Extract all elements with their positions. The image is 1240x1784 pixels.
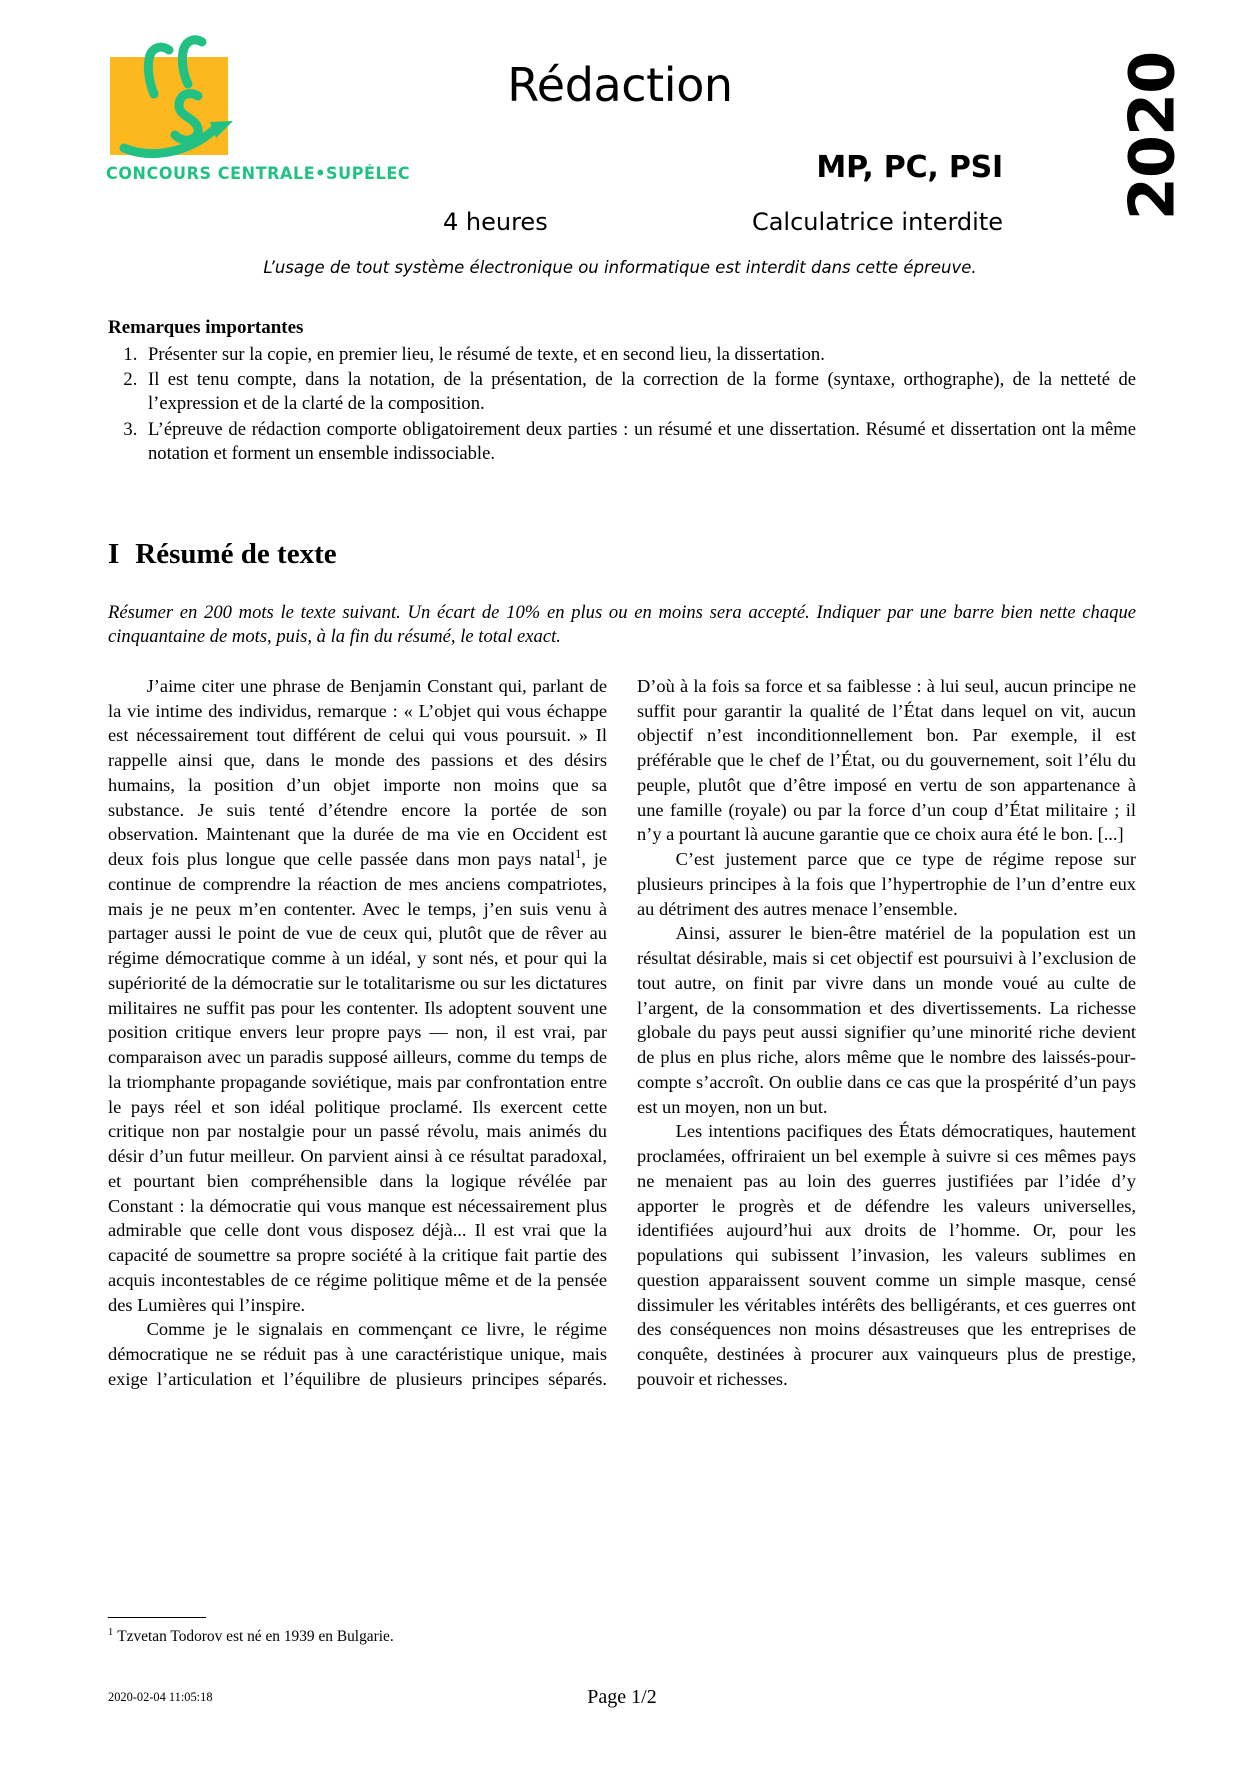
page-footer	[108, 1686, 1136, 1712]
year-badge	[1104, 36, 1200, 236]
paragraph-1	[108, 674, 607, 1318]
source-text-columns	[108, 674, 1136, 1474]
year-label: 2020	[1115, 51, 1189, 221]
logo-wordmark: CONCOURS CENTRALE•SUPÉLEC	[106, 164, 411, 183]
paragraph-1-part-b: , je continue de comprendre la réaction de mes anciens compatriotes, mais je ne peux m’en contenter. Avec le temps, j’en suis venu à partager aussi le point de vue de ceux qui, plutôt que de rêver au régime démocratique comme à un idéal, y sont nés, et pour qui la supériorité de la démocratie sur le totalitarisme ou sur les dictatures militaires ne suffit pas pour les contenter. Ils adoptent souvent une position critique envers leur propre pays — non, il est vrai, par comparaison avec un paradis supposé ailleurs, comme du temps de la triomphante propagande soviétique, mais par confrontation entre le pays réel et son idéal politique proclamé. Ils exercent cette critique non par nostalgie pour un passé révolu, mais animés du désir d’un futur meilleur. On parvient ainsi à ce résultat paradoxal, et pourtant bien compréhensible dans la logique révélée par Constant : la démocratie qui vous manque est nécessairement plus admirable que celle dont vous disposez déjà... Il est vrai que la capacité de soumettre sa propre société à la critique fait partie des acquis incontestables de ce régime politique même et de la pensée des Lumières qui l’inspire.	[108, 849, 608, 1315]
duration-label: 4 heures	[443, 208, 548, 236]
footnote-number: 1	[108, 1626, 114, 1638]
exam-meta-row	[0, 208, 1240, 248]
page-number: Page 1/2	[587, 1686, 657, 1708]
list-item: 3. L’épreuve de rédaction comporte obligatoirement deux parties : un résumé et une dissertation. Résumé et dissertation ont la même notation et forment un ensemble indissociable.	[142, 418, 1136, 466]
filieres-label: MP, PC, PSI	[816, 150, 1003, 185]
paragraph-3: C’est justement parce que ce type de régime repose sur plusieurs principes à la fois que l’hypertrophie de l’un d’entre eux au détriment des autres menace l’ensemble.	[637, 849, 1136, 919]
exam-page	[0, 30, 1240, 1784]
footnote-body: Tzvetan Todorov est né en 1939 en Bulgarie.	[117, 1628, 394, 1645]
footnote-area	[108, 1617, 808, 1646]
paragraph-4: Ainsi, assurer le bien-être matériel de la population est un résultat désirable, mais si cet objectif est poursuivi à l’exclusion de tout autre, on finit par vivre dans un monde voué au culte de l’argent, de la consommation et des divertissements. La richesse globale du pays peut aussi signifier qu’une minorité riche devient de plus en plus riche, alors même que le nombre des laissés-pour-compte s’accroît. On oublie dans ce cas que la prospérité d’un pays est un moyen, non un but.	[637, 923, 1136, 1117]
important-remarks-section	[108, 317, 1136, 466]
section-title: Résumé de texte	[135, 537, 337, 570]
footnote-separator	[108, 1617, 206, 1618]
remarks-list	[108, 343, 1136, 466]
paragraph-2: Comme je le signalais en commençant ce livre, le régime démocratique ne se réduit pas à une caractéristique unique, mais exige l’articulation et l’équilibre de plusieurs principes séparés. D’où à la fois sa force et sa faiblesse : à lui seul, aucun principe ne suffit pour garantir la qualité de l’État dans lequel on vit, aucun objectif n’est inconditionnellement bon. Par exemple, il est préférable que le chef de l’État, ou du gouvernement, soit l’élu du peuple, plutôt que d’être imposé en vertu de son appartenance à une famille (royale) ou par la force d’un coup d’État militaire ; il n’y a pourtant là aucune garantie que ce choix aura été le bon. [...]	[108, 675, 1136, 1389]
page-header	[0, 30, 1240, 236]
generation-timestamp: 2020-02-04 11:05:18	[108, 1690, 213, 1704]
footnote-entry	[108, 1628, 808, 1646]
list-item: 2. Il est tenu compte, dans la notation, de la présentation, de la correction de la forme (syntaxe, orthographe), de la netteté de l’expression et de la clarté de la composition.	[142, 368, 1136, 416]
section-heading	[108, 538, 1240, 571]
summary-instruction: Résumer en 200 mots le texte suivant. Un écart de 10% en plus ou en moins sera accepté. Indiquer par une barre bien nette chaque cinquantaine de mots, puis, à la fin du résumé, le total exact.	[108, 601, 1136, 648]
paragraph-1-part-a: J’aime citer une phrase de Benjamin Constant qui, parlant de la vie intime des individus, remarque : « L’objet qui vous échappe est nécessairement tout différent de celui qui vous poursuit. » Il rappelle ainsi que, dans le monde des passions et des désirs humains, la position d’un objet importe non moins que sa substance. Je suis tenté d’étendre encore la portée de son observation. Maintenant que la durée de ma vie en Occident est deux fois plus longue que celle passée dans mon pays natal	[108, 675, 607, 870]
page-title: Rédaction	[507, 58, 733, 112]
remarks-heading: Remarques importantes	[108, 317, 304, 338]
paragraph-5: Les intentions pacifiques des États démocratiques, hautement proclamées, offriraient un bel exemple à suivre si ces mêmes pays ne menaient pas au loin des guerres justifiées par l’idée d’y apporter le progrès et de défendre les valeurs universelles, identifiées aujourd’hui aux droits de l’homme. Or, pour les populations qui subissent l’invasion, les valeurs sublimes en question apparaissent souvent comme un simple masque, censé dissimuler les véritables intérêts des belligérants, et ces guerres ont des conséquences non moins désastreuses que les entreprises de conquête, destinées à procurer aux vainqueurs plus de prestige, pouvoir et richesses.	[637, 1121, 1136, 1389]
footnote-marker: 1	[575, 847, 582, 862]
electronic-devices-notice: L’usage de tout système électronique ou informatique est interdit dans cette épreuve.	[263, 258, 977, 277]
calculator-policy-label: Calculatrice interdite	[751, 208, 1003, 236]
section-number: I	[108, 537, 120, 570]
list-item: 1. Présenter sur la copie, en premier lieu, le résumé de texte, et en second lieu, la dissertation.	[142, 343, 1136, 367]
